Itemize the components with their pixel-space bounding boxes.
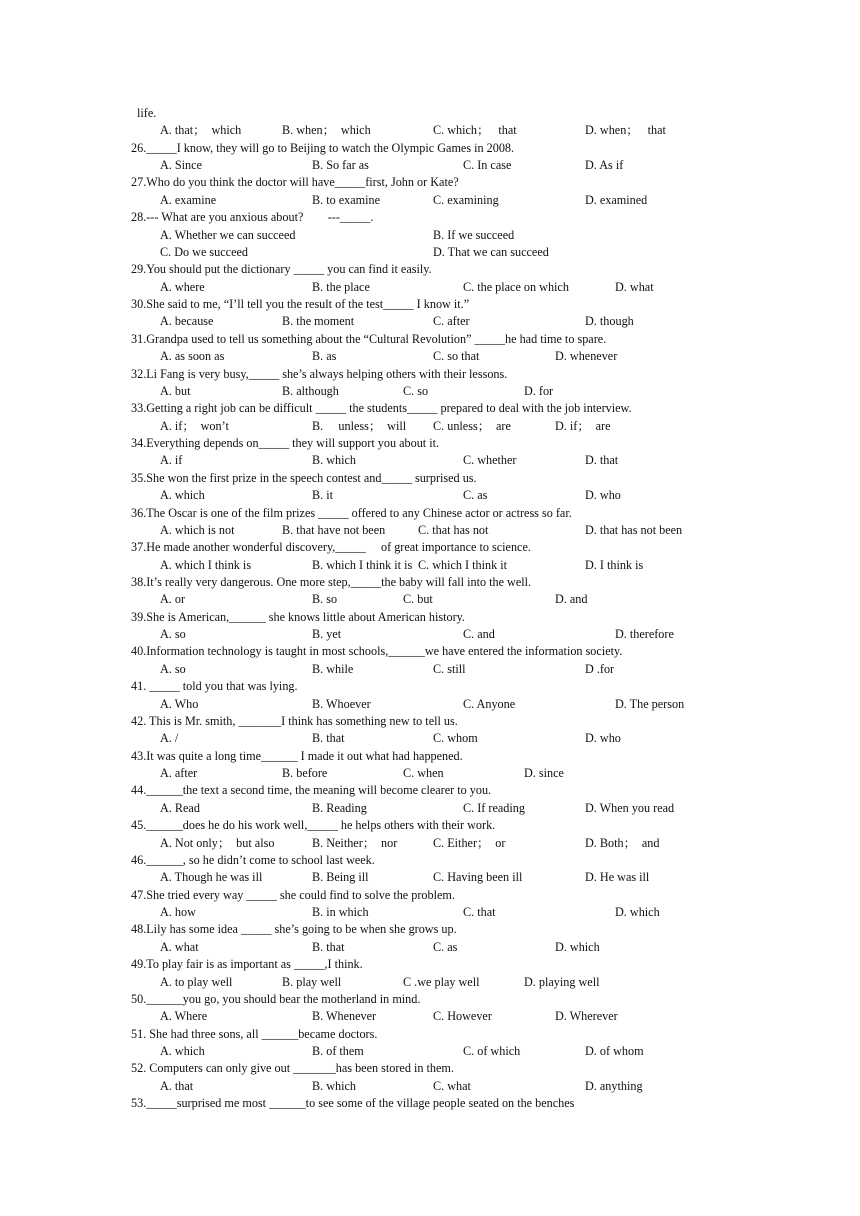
answer-option: C. If reading — [463, 800, 525, 815]
answer-option: B. when； which — [282, 123, 371, 138]
answer-option: A. Though he was ill — [160, 870, 263, 885]
question-text: 47.She tried every way _____ she could find to solve the problem. — [131, 887, 455, 902]
answer-option: D. when； that — [585, 123, 666, 138]
answer-option: A. Who — [160, 696, 199, 711]
answer-option: B. that — [312, 939, 345, 954]
question-text: 26._____I know, they will go to Beijing to watch the Olympic Games in 2008. — [131, 140, 515, 155]
answer-option: B. yet — [312, 627, 342, 642]
answer-option: B. that — [312, 731, 345, 746]
answer-option: A. or — [160, 592, 186, 607]
answer-option: A. because — [160, 314, 214, 329]
answer-option: B. Whenever — [312, 1009, 377, 1024]
answer-option: C. of which — [463, 1043, 521, 1058]
answer-option: A. Whether we can succeed — [160, 227, 296, 242]
question-text: 50.______you go, you should bear the motherland in mind. — [131, 991, 421, 1006]
answer-option: D. I think is — [585, 557, 644, 572]
answer-option: C. so — [403, 383, 429, 398]
question-text: 35.She won the first prize in the speech contest and_____ surprised us. — [131, 470, 477, 485]
answer-option: B. in which — [312, 905, 369, 920]
answer-option: D. which — [615, 905, 660, 920]
answer-option: B. the moment — [282, 314, 355, 329]
answer-option: B. Neither； nor — [312, 835, 398, 850]
answer-option: B. it — [312, 488, 333, 503]
answer-option: A. to play well — [160, 974, 233, 989]
answer-option: C. that has not — [418, 522, 489, 537]
answer-option: A. which — [160, 1043, 205, 1058]
answer-option: C. when — [403, 766, 444, 781]
answer-option: D. who — [585, 488, 621, 503]
answer-option: A. so — [160, 627, 186, 642]
question-text: 45.______does he do his work well,_____ he helps others with their work. — [131, 818, 496, 833]
answer-option: D. That we can succeed — [433, 244, 549, 259]
answer-option: A. where — [160, 279, 205, 294]
question-text: 30.She said to me, “I’ll tell you the result of the test_____ I know it.” — [131, 297, 470, 312]
answer-option: A. how — [160, 905, 196, 920]
answer-option: C. that — [463, 905, 496, 920]
question-text: 28.--- What are you anxious about? ---_____. — [131, 210, 374, 225]
answer-option: A. Read — [160, 800, 200, 815]
answer-option: A. examine — [160, 192, 217, 207]
answer-option: A. / — [160, 731, 179, 746]
question-text: 38.It’s really very dangerous. One more step,_____the baby will fall into the well. — [131, 574, 532, 589]
answer-option: C. as — [463, 488, 488, 503]
answer-option: A. after — [160, 766, 198, 781]
answer-option: D. of whom — [585, 1043, 644, 1058]
answer-option: B. unless； will — [312, 418, 407, 433]
answer-option: C. unless； are — [433, 418, 511, 433]
answer-option: B. of them — [312, 1043, 364, 1058]
answer-option: D. which — [555, 939, 600, 954]
answer-option: C. so that — [433, 349, 480, 364]
answer-option: A. if； won’t — [160, 418, 229, 433]
answer-option: C. Having been ill — [433, 870, 523, 885]
answer-option: C. In case — [463, 158, 512, 173]
answer-option: D. Both； and — [585, 835, 660, 850]
answer-option: C. as — [433, 939, 458, 954]
answer-option: B. while — [312, 661, 354, 676]
answer-option: A. which is not — [160, 522, 235, 537]
answer-option: C. Do we succeed — [160, 244, 248, 259]
question-continuation: life. — [137, 106, 157, 120]
answer-option: C. However — [433, 1009, 492, 1024]
answer-option: D. He was ill — [585, 870, 650, 885]
answer-option: A. which I think is — [160, 557, 252, 572]
answer-option: A. Not only； but also — [160, 835, 275, 850]
answer-option: B. the place — [312, 279, 370, 294]
answer-option: A. Since — [160, 158, 202, 173]
answer-option: C. but — [403, 592, 433, 607]
answer-option: C. still — [433, 661, 466, 676]
question-text: 51. She had three sons, all ______became doctors. — [131, 1026, 378, 1041]
answer-option: C. examining — [433, 192, 499, 207]
answer-option: C. the place on which — [463, 279, 569, 294]
question-text: 53._____surprised me most ______to see some of the village people seated on the benches — [131, 1096, 575, 1111]
answer-option: B. as — [312, 349, 337, 364]
answer-option: A. what — [160, 939, 199, 954]
answer-option: D. whenever — [555, 349, 618, 364]
answer-option: B. that have not been — [282, 522, 386, 537]
answer-option: D. who — [585, 731, 621, 746]
answer-option: D. When you read — [585, 800, 675, 815]
answer-option: A. that — [160, 1078, 194, 1093]
answer-option: D. As if — [585, 158, 624, 173]
answer-option: D .for — [585, 661, 615, 676]
answer-option: A. which — [160, 488, 205, 503]
question-text: 43.It was quite a long time______ I made it out what had happened. — [131, 748, 463, 763]
answer-option: C. what — [433, 1078, 471, 1093]
question-text: 48.Lily has some idea _____ she’s going to be when she grows up. — [131, 922, 457, 937]
answer-option: B. before — [282, 766, 328, 781]
answer-option: D. examined — [585, 192, 648, 207]
answer-option: B. So far as — [312, 158, 369, 173]
question-text: 33.Getting a right job can be difficult _____ the students_____ prepared to deal with the job interview. — [131, 401, 632, 416]
answer-option: A. but — [160, 383, 191, 398]
answer-option: C. Anyone — [463, 696, 516, 711]
answer-option: B. to examine — [312, 192, 381, 207]
answer-option: B. If we succeed — [433, 227, 515, 242]
question-text: 40.Information technology is taught in most schools,______we have entered the information society. — [131, 644, 623, 659]
answer-option: D. anything — [585, 1078, 643, 1093]
answer-option: D. and — [555, 592, 588, 607]
answer-option: D. Wherever — [555, 1009, 618, 1024]
answer-option: D. what — [615, 279, 654, 294]
question-text: 27.Who do you think the doctor will have_____first, John or Kate? — [131, 175, 459, 190]
answer-option: B. so — [312, 592, 338, 607]
answer-option: D. therefore — [615, 627, 674, 642]
answer-option: A. if — [160, 453, 183, 468]
answer-option: D. playing well — [524, 974, 600, 989]
question-text: 49.To play fair is as important as _____,I think. — [131, 957, 363, 972]
answer-option: C. which I think it — [418, 557, 508, 572]
question-text: 52. Computers can only give out _______has been stored in them. — [131, 1061, 454, 1076]
answer-option: D. that has not been — [585, 522, 683, 537]
question-text: 31.Grandpa used to tell us something about the “Cultural Revolution” _____he had time to spare. — [131, 331, 607, 346]
answer-option: A. that； which — [160, 123, 242, 138]
question-text: 34.Everything depends on_____ they will support you about it. — [131, 436, 440, 451]
answer-option: B. play well — [282, 974, 342, 989]
answer-option: A. Where — [160, 1009, 208, 1024]
answer-option: C. after — [433, 314, 470, 329]
question-text: 37.He made another wonderful discovery,_____ of great importance to science. — [131, 540, 531, 555]
answer-option: C. which； that — [433, 123, 517, 138]
answer-option: D. though — [585, 314, 634, 329]
answer-option: C. and — [463, 627, 495, 642]
answer-option: B. which I think it is — [312, 557, 413, 572]
answer-option: A. so — [160, 661, 186, 676]
question-text: 32.Li Fang is very busy,_____ she’s always helping others with their lessons. — [131, 366, 508, 381]
answer-option: B. Whoever — [312, 696, 371, 711]
answer-option: B. which — [312, 1078, 357, 1093]
answer-option: B. Reading — [312, 800, 367, 815]
answer-option: D. that — [585, 453, 619, 468]
answer-option: D. if； are — [555, 418, 611, 433]
answer-option: D. since — [524, 766, 564, 781]
answer-option: C. whether — [463, 453, 517, 468]
question-text: 39.She is American,______ she knows little about American history. — [131, 609, 465, 624]
answer-option: B. Being ill — [312, 870, 369, 885]
answer-option: C. whom — [433, 731, 478, 746]
answer-option: A. as soon as — [160, 349, 225, 364]
answer-option: D. The person — [615, 696, 685, 711]
question-text: 29.You should put the dictionary _____ you can find it easily. — [131, 262, 432, 277]
answer-option: B. although — [282, 383, 339, 398]
answer-option: C .we play well — [403, 974, 480, 989]
question-text: 44.______the text a second time, the meaning will become clearer to you. — [131, 783, 492, 798]
answer-option: C. Either； or — [433, 835, 506, 850]
question-text: 41. _____ told you that was lying. — [131, 679, 298, 694]
answer-option: D. for — [524, 383, 554, 398]
question-text: 46.______, so he didn’t come to school last week. — [131, 852, 375, 867]
question-text: 42. This is Mr. smith, _______I think has something new to tell us. — [131, 713, 458, 728]
answer-option: B. which — [312, 453, 357, 468]
question-text: 36.The Oscar is one of the film prizes _____ offered to any Chinese actor or actress so far. — [131, 505, 572, 520]
